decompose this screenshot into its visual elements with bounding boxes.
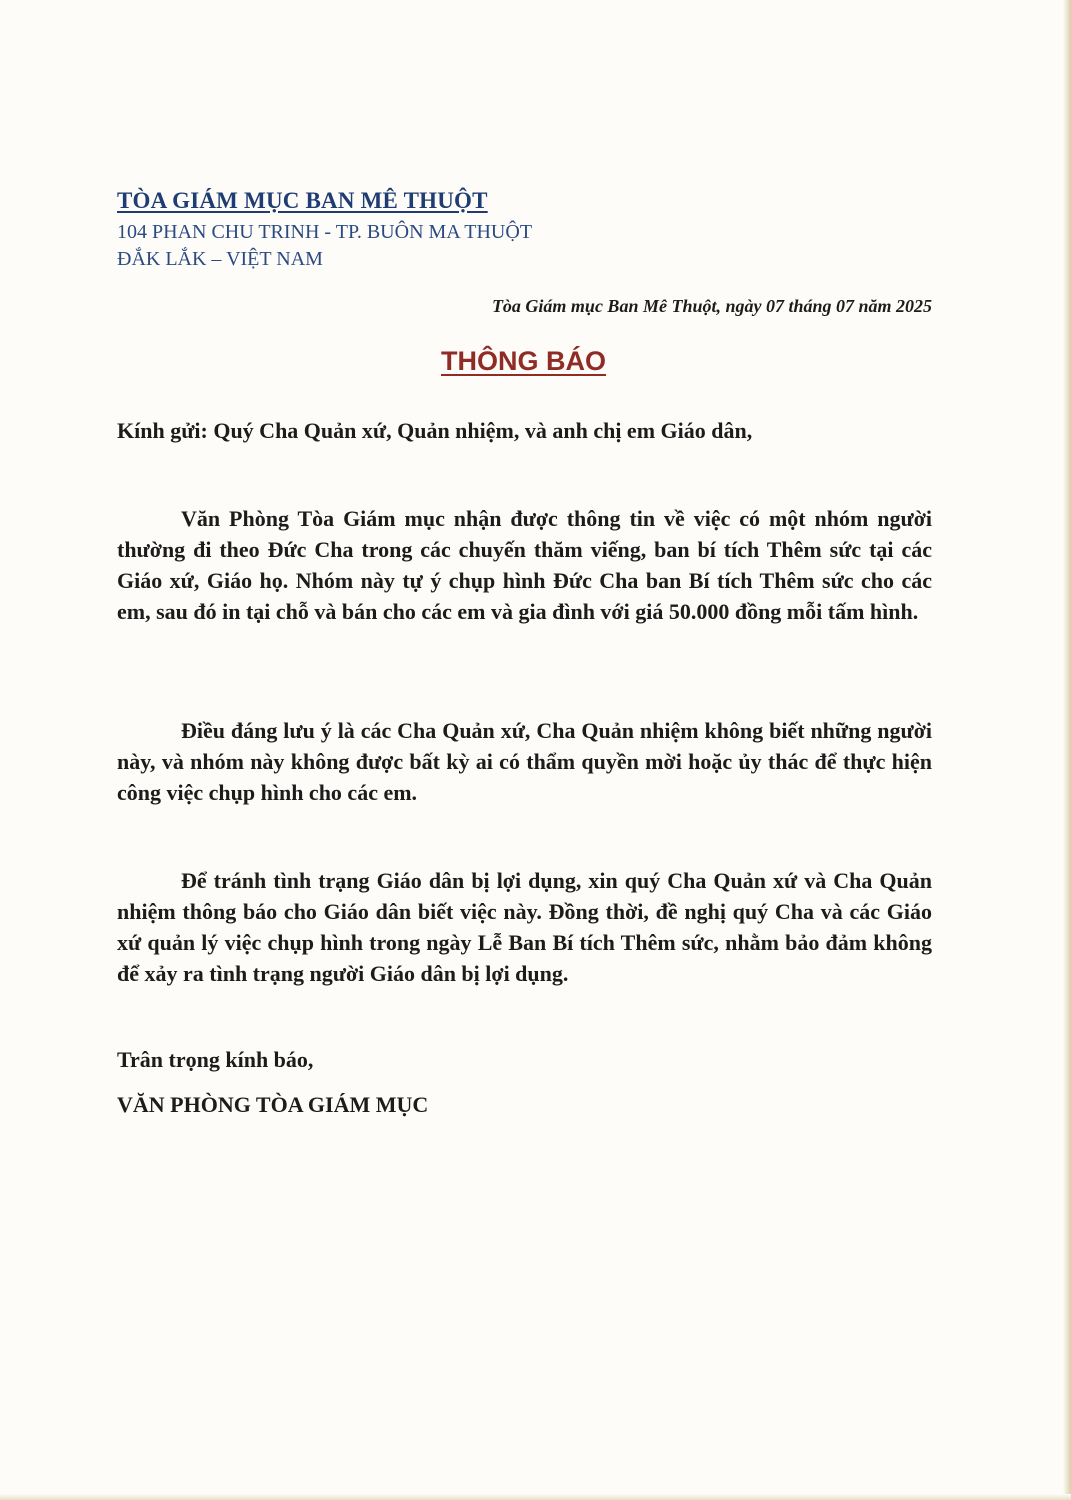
body-paragraph-1: Văn Phòng Tòa Giám mục nhận được thông tin về việc có một nhóm người thường đi theo Đức Cha trong các chuyến thăm viếng, ban bí tích Thêm sức tại các Giáo xứ, Giáo họ. Nhóm này tự ý chụp hình Đức Cha ban Bí tích Thêm sức cho các em, sau đó in tại chỗ và bán cho các em và gia đình với giá 50.000 đồng mỗi tấm hình. <box>117 506 932 624</box>
body-paragraph-2: Điều đáng lưu ý là các Cha Quản xứ, Cha Quản nhiệm không biết những người này, và nhóm này không được bất kỳ ai có thẩm quyền mời hoặc ủy thác để thực hiện công việc chụp hình cho các em. <box>117 718 932 805</box>
document-title: THÔNG BÁO <box>441 346 606 376</box>
paper-edge-bottom <box>0 1494 1071 1500</box>
address-line-1: 104 PHAN CHU TRINH - TP. BUÔN MA THUỘT <box>117 221 533 243</box>
closing-line: Trân trọng kính báo, <box>117 1047 314 1072</box>
body-paragraph-3: Để tránh tình trạng Giáo dân bị lợi dụng, xin quý Cha Quản xứ và Cha Quản nhiệm thông báo cho Giáo dân biết việc này. Đồng thời, đề nghị quý Cha và các Giáo xứ quản lý việc chụp hình trong ngày Lễ Ban Bí tích Thêm sức, nhằm bảo đảm không để xảy ra tình trạng người Giáo dân bị lợi dụng. <box>117 868 932 986</box>
salutation: Kính gửi: Quý Cha Quản xứ, Quản nhiệm, và anh chị em Giáo dân, <box>117 418 753 443</box>
dateline: Tòa Giám mục Ban Mê Thuột, ngày 07 tháng 07 năm 2025 <box>491 296 932 316</box>
paper-edge-right <box>1063 0 1071 1500</box>
document-title-wrapper <box>0 346 1071 377</box>
address-line-2: ĐẮK LẮK – VIỆT NAM <box>117 248 323 270</box>
signoff: VĂN PHÒNG TÒA GIÁM MỤC <box>117 1092 429 1117</box>
organization-name: TÒA GIÁM MỤC BAN MÊ THUỘT <box>117 188 488 213</box>
